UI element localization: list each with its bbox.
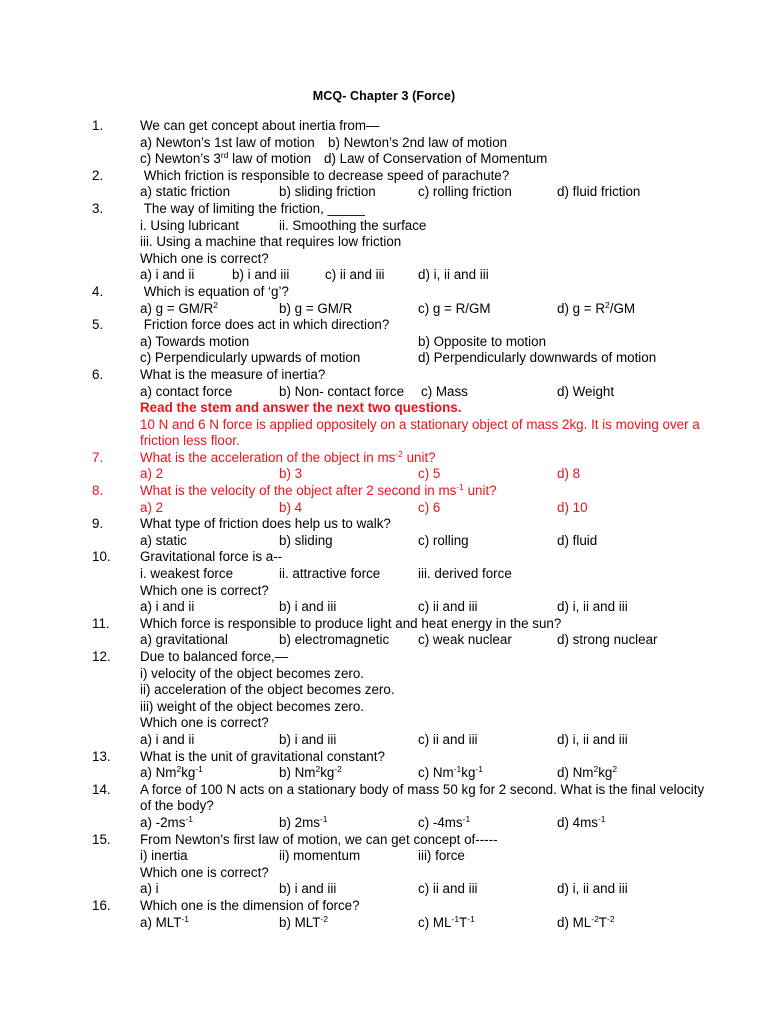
line-text: Which force is responsible to produce light and heat energy in the sun?	[140, 615, 562, 631]
line-text: a) static friction	[140, 184, 231, 200]
text-line	[0, 732, 768, 749]
page-title: MCQ- Chapter 3 (Force)	[312, 89, 456, 103]
question-number: 8.	[92, 483, 104, 499]
line-text: b) Newton’s 2nd law of motion	[328, 134, 508, 150]
line-text: b) 3	[279, 466, 303, 482]
question-line	[0, 367, 768, 384]
text-line	[0, 500, 768, 517]
question-line	[0, 832, 768, 849]
text-line	[0, 583, 768, 600]
line-text: b) Non- contact force	[279, 383, 405, 399]
line-text: Which one is the dimension of force?	[140, 897, 360, 913]
line-text: d) i, ii and iii	[557, 881, 628, 897]
line-text: d) Weight	[557, 383, 615, 399]
text-line	[0, 384, 768, 401]
line-text: a) $MLT^{-1}$	[140, 913, 189, 930]
text-line	[0, 301, 768, 318]
line-text: c) 5	[418, 466, 441, 482]
text-line	[0, 632, 768, 649]
line-text: c) ii and iii	[325, 267, 385, 283]
line-text: b) sliding friction	[279, 184, 376, 200]
text-line	[0, 417, 768, 434]
text-line	[0, 533, 768, 550]
text-line	[0, 400, 768, 417]
question-number: 6.	[92, 366, 104, 382]
line-text: Gravitational force is a--	[140, 549, 283, 565]
line-text: a) i and ii	[140, 731, 195, 747]
line-text: c) 6	[418, 499, 441, 515]
line-text: What is the acceleration of the object in $ms^{-2}$ unit?	[140, 448, 436, 465]
line-text: b) g = GM/R	[279, 300, 353, 316]
line-text: a) i and ii	[140, 267, 195, 283]
line-text: b) electromagnetic	[279, 632, 390, 648]
line-text: What type of friction does help us to walk?	[140, 516, 391, 532]
text-line	[0, 135, 768, 152]
question-number: 13.	[92, 748, 111, 764]
line-text: d) strong nuclear	[557, 632, 658, 648]
line-text: c) ii and iii	[418, 881, 478, 897]
line-text: d) i, ii and iii	[418, 267, 489, 283]
text-line	[0, 184, 768, 201]
line-text: c) Newton’s 3rd law of motion	[140, 150, 312, 167]
line-text: Which one is correct?	[140, 715, 269, 731]
text-line	[0, 599, 768, 616]
question-number: 14.	[92, 781, 111, 797]
line-text: a) contact force	[140, 383, 233, 399]
line-text: c) g = R/GM	[418, 300, 491, 316]
line-text: a) $Nm^2kg^{-1}$	[140, 764, 203, 781]
text-line	[0, 251, 768, 268]
question-line	[0, 898, 768, 915]
line-text: iii. derived force	[418, 566, 512, 582]
line-text: A force of 100 N acts on a stationary body of mass 50 kg for 2 second. What is the final velocity	[140, 781, 705, 797]
question-line	[0, 118, 768, 135]
line-text: Which one is correct?	[140, 582, 269, 598]
question-line	[0, 649, 768, 666]
line-text: d) 8	[557, 466, 581, 482]
text-line	[0, 699, 768, 716]
line-text: ii) acceleration of the object becomes zero.	[140, 682, 395, 698]
question-line	[0, 201, 768, 218]
question-number: 7.	[92, 449, 104, 465]
line-text: b) i and iii	[279, 881, 337, 897]
line-text: i) velocity of the object becomes zero.	[140, 665, 365, 681]
line-text: b) $Nm^2kg^{-2}$	[279, 764, 342, 781]
line-text: ii. attractive force	[279, 566, 381, 582]
text-line	[0, 566, 768, 583]
line-text: Which one is correct?	[140, 864, 269, 880]
line-text: a) i and ii	[140, 599, 195, 615]
line-text: a) i	[140, 881, 159, 897]
text-line	[0, 666, 768, 683]
question-line	[0, 749, 768, 766]
line-text: i. Using lubricant	[140, 217, 239, 233]
line-text: c) Mass	[421, 383, 468, 399]
line-text: i. weakest force	[140, 566, 234, 582]
question-number: 12.	[92, 649, 111, 664]
text-line	[0, 682, 768, 699]
question-line	[0, 450, 768, 467]
question-number: 1.	[92, 118, 104, 133]
line-text: What is the unit of gravitational constant?	[140, 748, 385, 764]
line-text: a) 2	[140, 466, 164, 482]
question-number: 11.	[92, 615, 110, 631]
text-line	[0, 881, 768, 898]
line-text: b) $2ms^{-1}$	[279, 813, 328, 830]
line-text: a) gravitational	[140, 632, 228, 648]
line-text: iii) weight of the object becomes zero.	[140, 698, 365, 714]
line-text: b) i and iii	[279, 599, 337, 615]
text-line	[0, 218, 768, 235]
text-line	[0, 234, 768, 251]
line-text: i) inertia	[140, 848, 188, 864]
text-line	[0, 433, 768, 450]
question-line	[0, 549, 768, 566]
line-text: d) Perpendicularly downwards of motion	[418, 350, 657, 366]
line-text: Read the stem and answer the next two questions.	[140, 400, 462, 416]
question-number: 2.	[92, 167, 104, 183]
line-text: 10 N and 6 N force is applied oppositely on a stationary object of mass 2kg. It is moving over a	[140, 416, 700, 432]
text-line	[0, 334, 768, 351]
line-text: d) Law of Conservation of Momentum	[324, 151, 548, 167]
line-text: b) i and iii	[232, 267, 290, 283]
line-text: d) 10	[557, 499, 588, 515]
question-number: 9.	[92, 516, 104, 532]
line-text: a) $g = GM/R^2$	[140, 299, 219, 316]
line-text: b) i and iii	[279, 731, 337, 747]
line-text: Which one is correct?	[140, 250, 269, 266]
text-line	[0, 466, 768, 483]
question-line	[0, 284, 768, 301]
text-line	[0, 815, 768, 832]
line-text: d) fluid friction	[557, 184, 641, 200]
text-line	[0, 798, 768, 815]
question-line	[0, 317, 768, 334]
text-line	[0, 267, 768, 284]
line-text: d) $4ms^{-1}$	[557, 813, 606, 830]
line-text: a) Newton’s 1st law of motion	[140, 134, 315, 150]
line-text: d) fluid	[557, 532, 598, 548]
line-text: b) $MLT^{-2}$	[279, 913, 328, 930]
line-text: c) rolling friction	[418, 184, 512, 200]
line-text: d) $Nm^2kg^2$	[557, 764, 618, 781]
line-text: c) ii and iii	[418, 599, 478, 615]
line-text: Friction force does act in which direction?	[140, 317, 390, 333]
text-line	[0, 848, 768, 865]
line-text: a) static	[140, 532, 187, 548]
question-list	[0, 118, 768, 931]
line-text: d) $g = R^2/GM$	[557, 299, 636, 316]
line-text: Which is equation of ‘g’?	[140, 283, 289, 299]
question-number: 15.	[92, 831, 111, 847]
line-text: c) $ML^{-1}T^{-1}$	[418, 913, 475, 930]
line-text: ii. Smoothing the surface	[279, 217, 427, 233]
line-text: iii) force	[418, 848, 465, 864]
question-number: 16.	[92, 897, 111, 913]
text-line	[0, 765, 768, 782]
question-number: 4.	[92, 283, 104, 299]
question-line	[0, 168, 768, 185]
line-text: From Newton's first law of motion, we can get concept of-----	[140, 831, 498, 847]
line-text: We can get concept about inertia from—	[140, 118, 380, 133]
line-text: c) weak nuclear	[418, 632, 512, 648]
line-text: c) $-4ms^{-1}$	[418, 813, 471, 830]
line-text: Due to balanced force,—	[140, 649, 289, 664]
question-line	[0, 516, 768, 533]
line-text: b) sliding	[279, 532, 333, 548]
line-text: Which friction is responsible to decrease speed of parachute?	[140, 167, 510, 183]
line-text: a) Towards motion	[140, 333, 250, 349]
line-text: a) 2	[140, 499, 164, 515]
text-line	[0, 151, 768, 168]
line-text: friction less floor.	[140, 433, 240, 449]
line-text: What is the velocity of the object after 2 second in $ms^{-1}$ unit?	[140, 482, 497, 499]
text-line	[0, 350, 768, 367]
question-number: 3.	[92, 200, 104, 216]
question-line	[0, 782, 768, 799]
question-line	[0, 483, 768, 500]
text-line	[0, 865, 768, 882]
line-text: d) i, ii and iii	[557, 731, 628, 747]
line-text: iii. Using a machine that requires low friction	[140, 234, 402, 250]
line-text: c) ii and iii	[418, 731, 478, 747]
line-text: b) 4	[279, 499, 303, 515]
line-text: What is the measure of inertia?	[140, 366, 326, 382]
line-text: d) i, ii and iii	[557, 599, 628, 615]
line-text: c) rolling	[418, 532, 469, 548]
line-text: a) $-2ms^{-1}$	[140, 813, 193, 830]
line-text: The way of limiting the friction, _____	[140, 200, 365, 216]
line-text: d) $ML^{-2}T^{-2}$	[557, 913, 615, 930]
line-text: ii) momentum	[279, 848, 361, 864]
text-line	[0, 915, 768, 932]
question-number: 5.	[92, 317, 104, 333]
text-line	[0, 715, 768, 732]
line-text: of the body?	[140, 798, 214, 814]
question-number: 10.	[92, 549, 111, 565]
line-text: c) Perpendicularly upwards of motion	[140, 350, 361, 366]
question-line	[0, 616, 768, 633]
line-text: c) $Nm^{-1}kg^{-1}$	[418, 764, 483, 781]
line-text: b) Opposite to motion	[418, 333, 547, 349]
